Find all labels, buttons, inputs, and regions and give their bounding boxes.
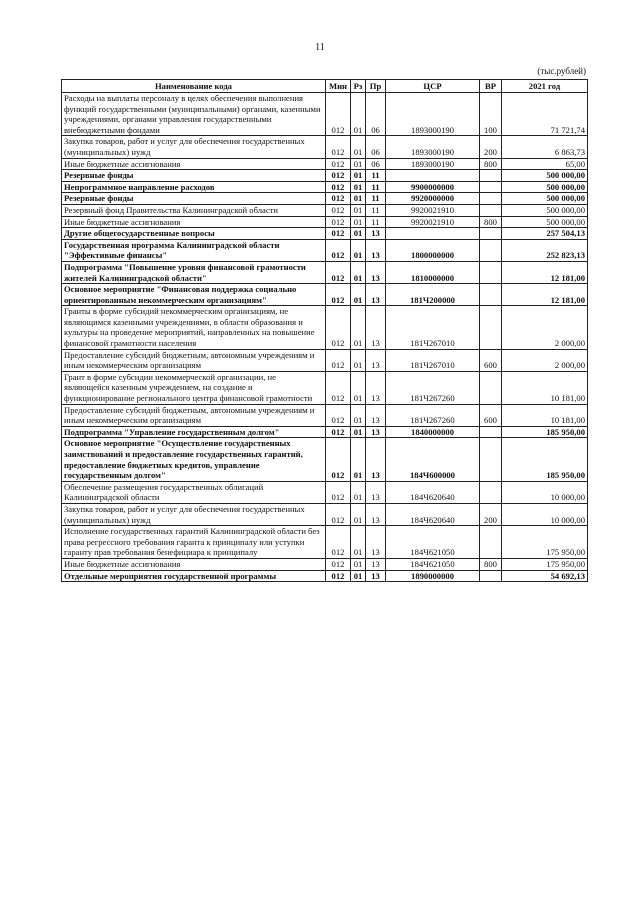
row-vr: 600 xyxy=(480,349,502,371)
row-rz: 01 xyxy=(351,284,366,306)
row-amount: 257 504,13 xyxy=(502,228,588,240)
row-name: Отдельные мероприятия государственной программы xyxy=(62,570,326,582)
row-min: 012 xyxy=(326,170,351,182)
row-csr xyxy=(386,228,480,240)
row-name: Предоставление субсидий бюджетным, автономным учреждениям и иным некоммерческим организациям xyxy=(62,349,326,371)
row-min: 012 xyxy=(326,228,351,240)
row-rz: 01 xyxy=(351,93,366,136)
table-row xyxy=(62,349,588,371)
row-vr xyxy=(480,306,502,349)
row-name: Другие общегосударственные вопросы xyxy=(62,228,326,240)
row-csr: 1840000000 xyxy=(386,426,480,438)
row-rz: 01 xyxy=(351,404,366,426)
row-name: Грант в форме субсидии некоммерческой организации, не являющейся казенным учреждением, на создание и функционирование регионального центра финансовой грамотности xyxy=(62,371,326,404)
row-csr: 1893000190 xyxy=(386,136,480,158)
row-pr: 13 xyxy=(366,349,386,371)
row-name: Иные бюджетные ассигнования xyxy=(62,216,326,228)
row-min: 012 xyxy=(326,503,351,525)
row-amount: 10 000,00 xyxy=(502,481,588,503)
table-row xyxy=(62,503,588,525)
header-name: Наименование кода xyxy=(62,80,326,93)
row-min: 012 xyxy=(326,93,351,136)
row-pr: 06 xyxy=(366,93,386,136)
row-pr: 06 xyxy=(366,136,386,158)
table-row xyxy=(62,136,588,158)
row-pr: 13 xyxy=(366,261,386,283)
header-pr: Пр xyxy=(366,80,386,93)
row-name: Подпрограмма "Повышение уровня финансовой грамотности жителей Калининградской области" xyxy=(62,261,326,283)
row-pr: 11 xyxy=(366,181,386,193)
row-vr: 600 xyxy=(480,404,502,426)
row-csr: 9920021910 xyxy=(386,216,480,228)
row-rz: 01 xyxy=(351,193,366,205)
table-row xyxy=(62,261,588,283)
row-name: Закупка товаров, работ и услуг для обеспечения государственных (муниципальных) нужд xyxy=(62,136,326,158)
table-row xyxy=(62,93,588,136)
row-rz: 01 xyxy=(351,239,366,261)
row-pr: 13 xyxy=(366,481,386,503)
table-row xyxy=(62,570,588,582)
row-amount: 10 181,00 xyxy=(502,404,588,426)
row-csr: 1800000000 xyxy=(386,239,480,261)
row-csr xyxy=(386,170,480,182)
table-row xyxy=(62,216,588,228)
row-amount: 54 692,13 xyxy=(502,570,588,582)
row-rz: 01 xyxy=(351,216,366,228)
row-rz: 01 xyxy=(351,170,366,182)
row-name: Расходы на выплаты персоналу в целях обеспечения выполнения функций государственными (муниципальными) органами, казенными учреждениями, органами управления государственными внебюджетными фондами xyxy=(62,93,326,136)
header-amount: 2021 год xyxy=(502,80,588,93)
row-vr xyxy=(480,170,502,182)
row-min: 012 xyxy=(326,481,351,503)
row-vr: 800 xyxy=(480,216,502,228)
row-vr xyxy=(480,228,502,240)
row-csr: 181Ч267260 xyxy=(386,371,480,404)
row-rz: 01 xyxy=(351,570,366,582)
row-vr xyxy=(480,204,502,216)
row-amount: 185 950,00 xyxy=(502,438,588,481)
row-min: 012 xyxy=(326,204,351,216)
row-name: Подпрограмма "Управление государственным долгом" xyxy=(62,426,326,438)
row-pr: 13 xyxy=(366,503,386,525)
row-csr: 1893000190 xyxy=(386,93,480,136)
row-name: Основное мероприятие "Финансовая поддержка социально ориентированным некоммерческим организациям" xyxy=(62,284,326,306)
table-row xyxy=(62,181,588,193)
row-csr: 9920000000 xyxy=(386,193,480,205)
row-min: 012 xyxy=(326,216,351,228)
row-min: 012 xyxy=(326,404,351,426)
table-row xyxy=(62,204,588,216)
page-number: 11 xyxy=(315,42,325,53)
row-vr: 200 xyxy=(480,136,502,158)
header-rz: Рз xyxy=(351,80,366,93)
row-csr: 184Ч621050 xyxy=(386,558,480,570)
table-row xyxy=(62,193,588,205)
table-row xyxy=(62,526,588,559)
table-row xyxy=(62,170,588,182)
row-pr: 13 xyxy=(366,570,386,582)
row-csr: 184Ч600000 xyxy=(386,438,480,481)
header-vr: ВР xyxy=(480,80,502,93)
row-rz: 01 xyxy=(351,526,366,559)
row-csr: 181Ч267260 xyxy=(386,404,480,426)
row-vr xyxy=(480,426,502,438)
row-amount: 252 823,13 xyxy=(502,239,588,261)
row-csr: 181Ч267010 xyxy=(386,349,480,371)
row-rz: 01 xyxy=(351,158,366,170)
row-min: 012 xyxy=(326,181,351,193)
row-name: Непрограммное направление расходов xyxy=(62,181,326,193)
row-pr: 13 xyxy=(366,404,386,426)
row-min: 012 xyxy=(326,349,351,371)
row-rz: 01 xyxy=(351,558,366,570)
row-pr: 13 xyxy=(366,438,386,481)
header-csr: ЦСР xyxy=(386,80,480,93)
row-rz: 01 xyxy=(351,503,366,525)
row-csr: 184Ч620640 xyxy=(386,503,480,525)
row-vr: 800 xyxy=(480,558,502,570)
row-pr: 13 xyxy=(366,558,386,570)
row-name: Резервные фонды xyxy=(62,170,326,182)
row-pr: 13 xyxy=(366,371,386,404)
row-vr xyxy=(480,570,502,582)
row-amount: 2 000,00 xyxy=(502,349,588,371)
row-amount: 6 863,73 xyxy=(502,136,588,158)
row-pr: 13 xyxy=(366,228,386,240)
row-vr xyxy=(480,239,502,261)
table-row xyxy=(62,228,588,240)
row-min: 012 xyxy=(326,136,351,158)
row-amount: 65,00 xyxy=(502,158,588,170)
row-min: 012 xyxy=(326,438,351,481)
budget-table xyxy=(61,79,588,582)
row-pr: 13 xyxy=(366,284,386,306)
row-vr xyxy=(480,371,502,404)
row-min: 012 xyxy=(326,570,351,582)
row-csr: 9920021910 xyxy=(386,204,480,216)
table-row xyxy=(62,558,588,570)
row-name: Обеспечение размещения государственных облигаций Калининградской области xyxy=(62,481,326,503)
row-name: Иные бюджетные ассигнования xyxy=(62,558,326,570)
row-csr: 184Ч620640 xyxy=(386,481,480,503)
header-min: Мин xyxy=(326,80,351,93)
row-rz: 01 xyxy=(351,136,366,158)
row-rz: 01 xyxy=(351,438,366,481)
table-row xyxy=(62,306,588,349)
row-amount: 175 950,00 xyxy=(502,558,588,570)
row-rz: 01 xyxy=(351,204,366,216)
row-vr: 800 xyxy=(480,158,502,170)
row-name: Предоставление субсидий бюджетным, автономным учреждениям и иным некоммерческим организациям xyxy=(62,404,326,426)
row-amount: 500 000,00 xyxy=(502,181,588,193)
row-name: Гранты в форме субсидий некоммерческим организациям, не являющимся казенными учреждениями, в области образования и культуры на проведение мероприятий, направленных на повышение финансовой грамотности населения xyxy=(62,306,326,349)
row-pr: 06 xyxy=(366,158,386,170)
row-vr xyxy=(480,181,502,193)
row-vr: 100 xyxy=(480,93,502,136)
row-amount: 500 000,00 xyxy=(502,193,588,205)
row-amount: 12 181,00 xyxy=(502,284,588,306)
row-name: Закупка товаров, работ и услуг для обеспечения государственных (муниципальных) нужд xyxy=(62,503,326,525)
row-amount: 2 000,00 xyxy=(502,306,588,349)
row-rz: 01 xyxy=(351,181,366,193)
row-amount: 71 721,74 xyxy=(502,93,588,136)
table-row xyxy=(62,284,588,306)
row-csr: 184Ч621050 xyxy=(386,526,480,559)
row-pr: 13 xyxy=(366,426,386,438)
row-min: 012 xyxy=(326,261,351,283)
row-amount: 12 181,00 xyxy=(502,261,588,283)
row-min: 012 xyxy=(326,371,351,404)
row-amount: 500 000,00 xyxy=(502,170,588,182)
row-rz: 01 xyxy=(351,481,366,503)
row-rz: 01 xyxy=(351,228,366,240)
row-name: Резервные фонды xyxy=(62,193,326,205)
row-name: Государственная программа Калининградской области "Эффективные финансы" xyxy=(62,239,326,261)
row-rz: 01 xyxy=(351,371,366,404)
row-pr: 11 xyxy=(366,170,386,182)
row-pr: 11 xyxy=(366,204,386,216)
row-amount: 500 000,00 xyxy=(502,204,588,216)
row-pr: 11 xyxy=(366,216,386,228)
row-min: 012 xyxy=(326,558,351,570)
row-csr: 1810000000 xyxy=(386,261,480,283)
row-rz: 01 xyxy=(351,261,366,283)
row-amount: 175 950,00 xyxy=(502,526,588,559)
table-header-row xyxy=(62,80,588,93)
table-row xyxy=(62,481,588,503)
table-row xyxy=(62,438,588,481)
table-row xyxy=(62,426,588,438)
table-row xyxy=(62,239,588,261)
row-vr xyxy=(480,438,502,481)
row-name: Основное мероприятие "Осуществление государственных заимствований и предоставление государственных гарантий, предоставление бюджетных кредитов, управление государственным долгом" xyxy=(62,438,326,481)
row-amount: 10 181,00 xyxy=(502,371,588,404)
row-amount: 10 000,00 xyxy=(502,503,588,525)
row-name: Резервный фонд Правительства Калининградской области xyxy=(62,204,326,216)
row-min: 012 xyxy=(326,306,351,349)
row-csr: 1890000000 xyxy=(386,570,480,582)
row-pr: 13 xyxy=(366,306,386,349)
row-min: 012 xyxy=(326,158,351,170)
row-vr xyxy=(480,284,502,306)
row-csr: 181Ч267010 xyxy=(386,306,480,349)
row-rz: 01 xyxy=(351,306,366,349)
row-min: 012 xyxy=(326,526,351,559)
row-vr xyxy=(480,193,502,205)
table-row xyxy=(62,404,588,426)
row-name: Иные бюджетные ассигнования xyxy=(62,158,326,170)
row-amount: 500 000,00 xyxy=(502,216,588,228)
units-label: (тыс.рублей) xyxy=(537,66,586,76)
row-rz: 01 xyxy=(351,426,366,438)
row-vr: 200 xyxy=(480,503,502,525)
row-csr: 181Ч200000 xyxy=(386,284,480,306)
row-pr: 13 xyxy=(366,526,386,559)
table-row xyxy=(62,158,588,170)
row-vr xyxy=(480,481,502,503)
row-min: 012 xyxy=(326,426,351,438)
row-pr: 13 xyxy=(366,239,386,261)
row-csr: 9900000000 xyxy=(386,181,480,193)
table-row xyxy=(62,371,588,404)
row-vr xyxy=(480,261,502,283)
row-csr: 1893000190 xyxy=(386,158,480,170)
row-vr xyxy=(480,526,502,559)
row-amount: 185 950,00 xyxy=(502,426,588,438)
row-rz: 01 xyxy=(351,349,366,371)
row-pr: 11 xyxy=(366,193,386,205)
row-min: 012 xyxy=(326,284,351,306)
row-name: Исполнение государственных гарантий Калининградской области без права регрессного требования гаранта к принципалу или уступки гаранту прав требования бенефициара к принципалу xyxy=(62,526,326,559)
row-min: 012 xyxy=(326,239,351,261)
row-min: 012 xyxy=(326,193,351,205)
